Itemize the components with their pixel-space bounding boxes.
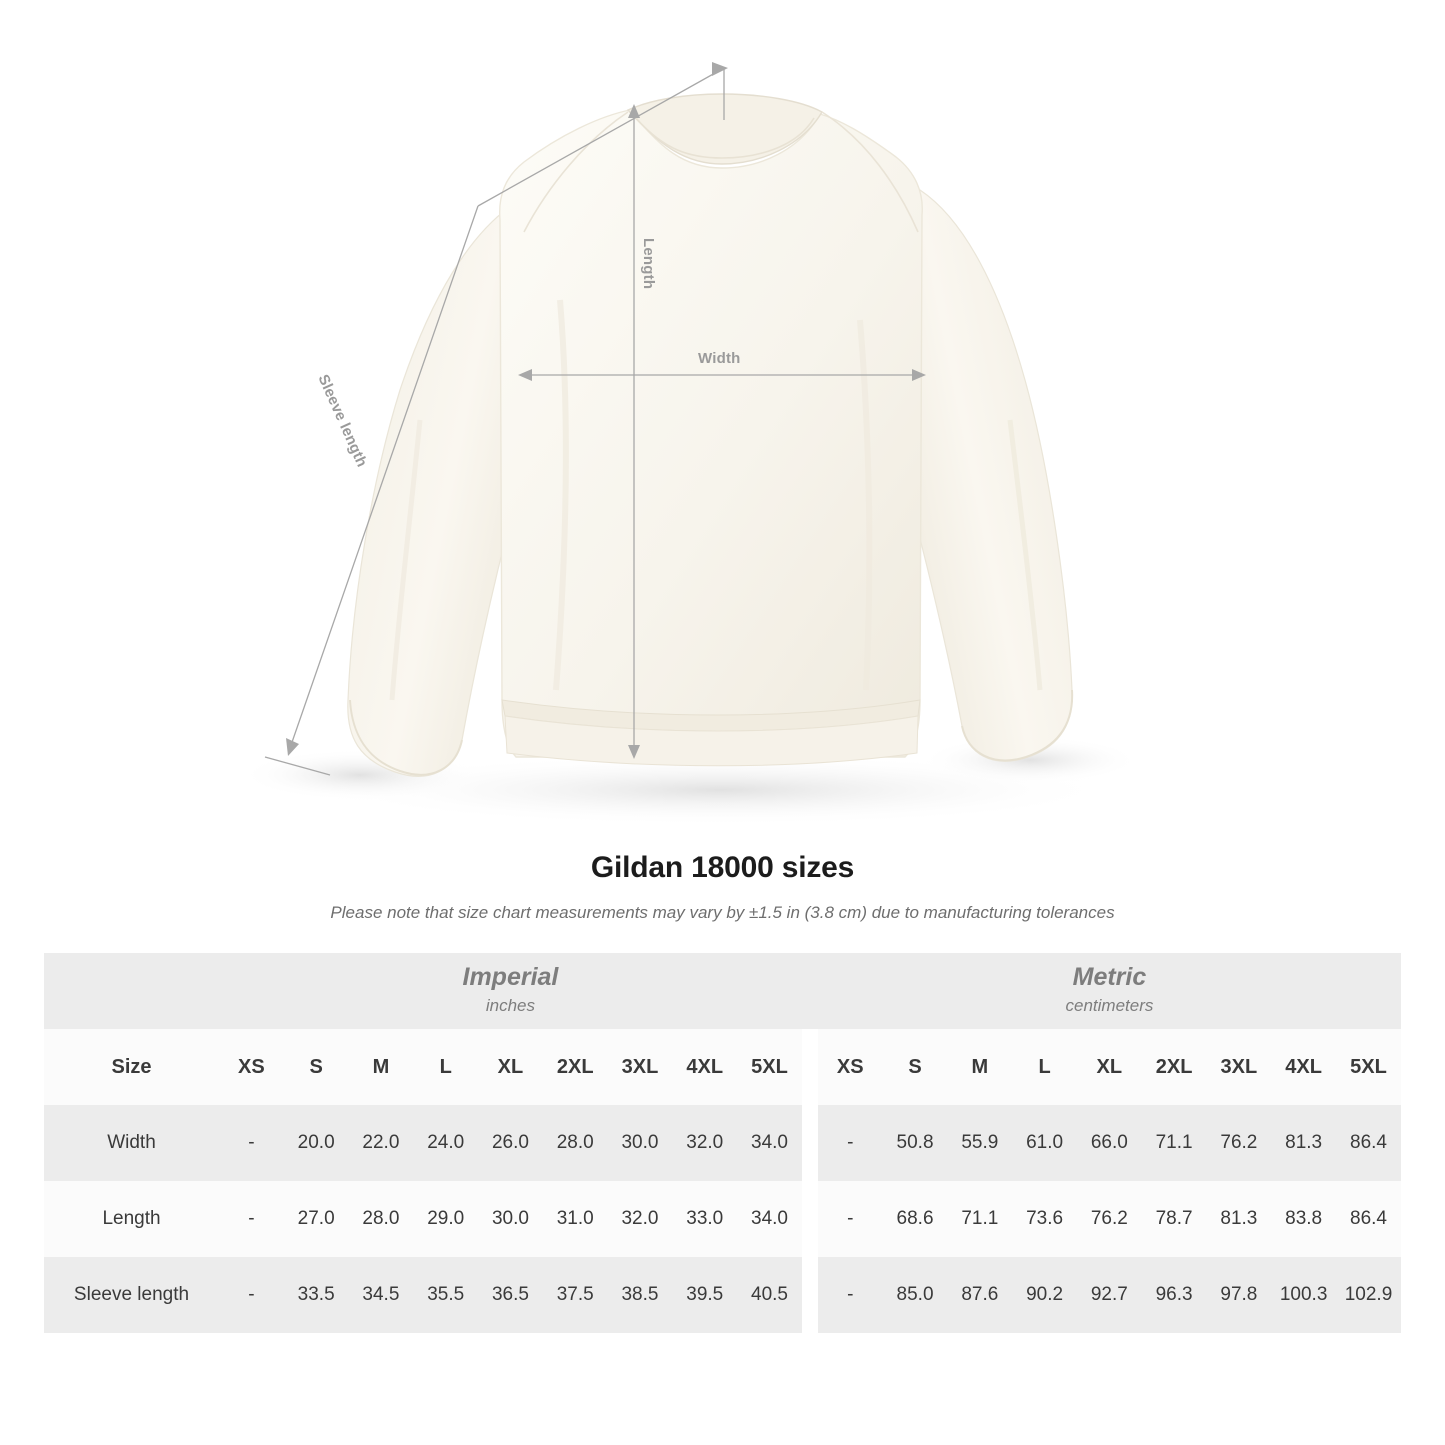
sleeve-in-m: 34.5 (349, 1257, 414, 1333)
sleeve-cm-s: 85.0 (883, 1257, 948, 1333)
unit-header-row (44, 953, 1401, 1029)
width-cm-2xl: 71.1 (1142, 1105, 1207, 1181)
size-imperial-2xl: 2XL (543, 1029, 608, 1105)
table-row-sleeve-length (44, 1257, 1401, 1333)
size-metric-4xl: 4XL (1271, 1029, 1336, 1105)
size-imperial-3xl: 3XL (608, 1029, 673, 1105)
length-in-xs: - (219, 1181, 284, 1257)
width-cm-xs: - (818, 1105, 883, 1181)
length-cm-3xl: 81.3 (1206, 1181, 1271, 1257)
length-cm-l: 73.6 (1012, 1181, 1077, 1257)
sleeve-cm-l: 90.2 (1012, 1257, 1077, 1333)
size-metric-xl: XL (1077, 1029, 1142, 1105)
metric-name: Metric (1072, 963, 1147, 992)
width-cm-s: 50.8 (883, 1105, 948, 1181)
length-cm-2xl: 78.7 (1142, 1181, 1207, 1257)
header-gap-cell (802, 1029, 818, 1105)
width-in-xl: 26.0 (478, 1105, 543, 1181)
sleeve-in-2xl: 37.5 (543, 1257, 608, 1333)
size-metric-m: M (947, 1029, 1012, 1105)
imperial-name: Imperial (462, 963, 559, 992)
width-in-l: 24.0 (413, 1105, 478, 1181)
page-title: Gildan 18000 sizes (590, 851, 855, 884)
length-cm-xs: - (818, 1181, 883, 1257)
size-imperial-l: L (413, 1029, 478, 1105)
title-block (0, 851, 1445, 923)
length-cm-4xl: 83.8 (1271, 1181, 1336, 1257)
size-table-wrap (44, 953, 1401, 1333)
width-in-3xl: 30.0 (608, 1105, 673, 1181)
length-in-5xl: 34.0 (737, 1181, 802, 1257)
length-cm-5xl: 86.4 (1336, 1181, 1401, 1257)
width-cm-3xl: 76.2 (1206, 1105, 1271, 1181)
length-cm-s: 68.6 (883, 1181, 948, 1257)
width-cm-m: 55.9 (947, 1105, 1012, 1181)
sleeve-length-label: Sleeve length (314, 372, 371, 470)
size-metric-s: S (883, 1029, 948, 1105)
length-gap-cell (802, 1181, 818, 1257)
sleeve-in-xl: 36.5 (478, 1257, 543, 1333)
sleeve-in-5xl: 40.5 (737, 1257, 802, 1333)
width-cm-4xl: 81.3 (1271, 1105, 1336, 1181)
width-cm-l: 61.0 (1012, 1105, 1077, 1181)
sleeve-cm-3xl: 97.8 (1206, 1257, 1271, 1333)
size-imperial-5xl: 5XL (737, 1029, 802, 1105)
size-metric-2xl: 2XL (1142, 1029, 1207, 1105)
width-in-s: 20.0 (284, 1105, 349, 1181)
unit-spacer-cell (44, 953, 219, 1029)
size-metric-3xl: 3XL (1206, 1029, 1271, 1105)
width-cm-xl: 66.0 (1077, 1105, 1142, 1181)
metric-sub: centimeters (1065, 995, 1154, 1015)
width-in-m: 22.0 (349, 1105, 414, 1181)
sleeve-in-s: 33.5 (284, 1257, 349, 1333)
width-in-4xl: 32.0 (672, 1105, 737, 1181)
imperial-unit-header (219, 953, 802, 1029)
row-label-sleeve-length: Sleeve length (44, 1257, 219, 1333)
width-in-2xl: 28.0 (543, 1105, 608, 1181)
sleeve-cm-5xl: 102.9 (1336, 1257, 1401, 1333)
width-label: Width (698, 350, 741, 367)
length-in-xl: 30.0 (478, 1181, 543, 1257)
size-imperial-xs: XS (219, 1029, 284, 1105)
size-metric-5xl: 5XL (1336, 1029, 1401, 1105)
size-imperial-m: M (349, 1029, 414, 1105)
sleeve-in-4xl: 39.5 (672, 1257, 737, 1333)
width-gap-cell (802, 1105, 818, 1181)
row-label-length: Length (44, 1181, 219, 1257)
length-in-2xl: 31.0 (543, 1181, 608, 1257)
imperial-sub: inches (485, 995, 536, 1015)
size-metric-l: L (1012, 1029, 1077, 1105)
length-in-l: 29.0 (413, 1181, 478, 1257)
sleeve-cm-2xl: 96.3 (1142, 1257, 1207, 1333)
sleeve-cm-4xl: 100.3 (1271, 1257, 1336, 1333)
size-imperial-4xl: 4XL (672, 1029, 737, 1105)
width-cm-5xl: 86.4 (1336, 1105, 1401, 1181)
table-row-length (44, 1181, 1401, 1257)
length-in-4xl: 33.0 (672, 1181, 737, 1257)
length-in-s: 27.0 (284, 1181, 349, 1257)
sleeve-cm-m: 87.6 (947, 1257, 1012, 1333)
row-label-width: Width (44, 1105, 219, 1181)
metric-unit-header (818, 953, 1401, 1029)
size-table (44, 953, 1401, 1333)
tolerance-note: Please note that size chart measurements may vary by ±1.5 in (3.8 cm) due to manufacturing tolerances (330, 903, 1115, 922)
sleeve-in-3xl: 38.5 (608, 1257, 673, 1333)
sleeve-gap-cell (802, 1257, 818, 1333)
sleeve-in-l: 35.5 (413, 1257, 478, 1333)
length-label: Length (640, 238, 657, 290)
size-metric-xs: XS (818, 1029, 883, 1105)
sleeve-in-xs: - (219, 1257, 284, 1333)
table-row-width (44, 1105, 1401, 1181)
length-in-3xl: 32.0 (608, 1181, 673, 1257)
unit-gap-cell (802, 953, 818, 1029)
size-imperial-xl: XL (478, 1029, 543, 1105)
sleeve-cm-xs: - (818, 1257, 883, 1333)
width-in-xs: - (219, 1105, 284, 1181)
size-imperial-s: S (284, 1029, 349, 1105)
length-cm-m: 71.1 (947, 1181, 1012, 1257)
length-cm-xl: 76.2 (1077, 1181, 1142, 1257)
length-in-m: 28.0 (349, 1181, 414, 1257)
size-header-row (44, 1029, 1401, 1105)
sleeve-cm-xl: 92.7 (1077, 1257, 1142, 1333)
size-row-header: Size (44, 1029, 219, 1105)
width-in-5xl: 34.0 (737, 1105, 802, 1181)
